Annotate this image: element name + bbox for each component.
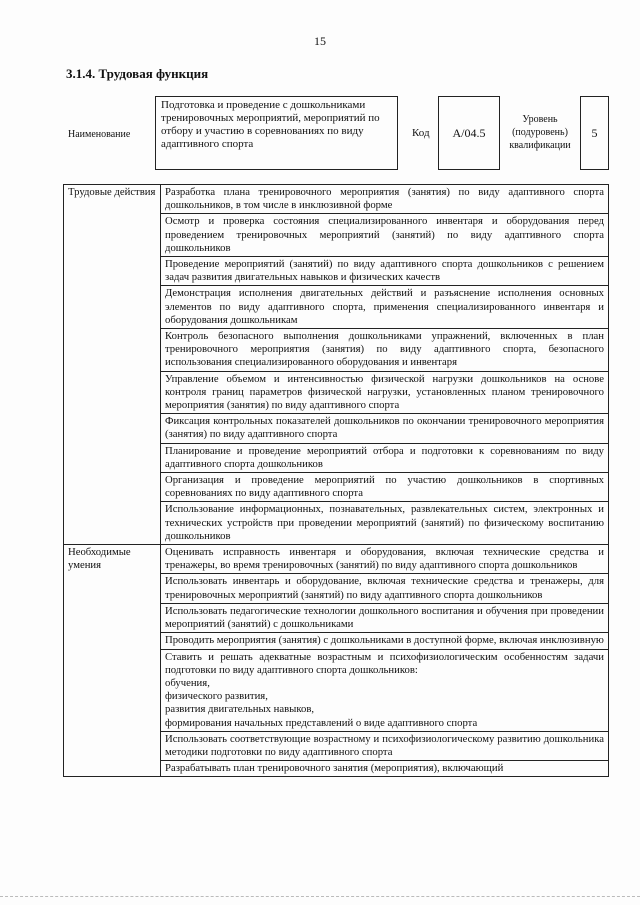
section-item: Разработка плана тренировочного мероприятия (занятия) по виду адаптивного спорта дошкольников, в том числе в инклюзивной форме	[161, 185, 609, 214]
code-label: Код	[412, 127, 430, 139]
section-item	[161, 649, 609, 731]
section-item: Проводить мероприятия (занятия) с дошкольниками в доступной форме, включая инклюзивную	[161, 633, 609, 649]
item-line: Ставить и решать адекватные возрастным и психофизиологическим особенностям задачи подготовки по виду адаптивного спорта дошкольников:	[165, 650, 604, 676]
item-line: развития двигательных навыков,	[165, 703, 315, 716]
level-value-box: 5	[580, 96, 609, 170]
section-item: Использовать педагогические технологии дошкольного воспитания и обучения при проведении мероприятий (занятий) с дошкольниками	[161, 603, 609, 632]
section-item: Контроль безопасного выполнения дошкольниками упражнений, включенных в план тренировочного мероприятия (занятия) по виду адаптивного спорта, безопасного использования специализированного оборудования и инвентаря	[161, 329, 609, 372]
function-table	[63, 184, 609, 777]
name-label: Наименование	[68, 129, 131, 140]
section-item: Организация и проведение мероприятий по участию дошкольников в спортивных соревнованиях по виду адаптивного спорта	[161, 473, 609, 502]
section-title: 3.1.4. Трудовая функция	[66, 66, 209, 81]
section-item: Осмотр и проверка состояния специализированного инвентаря и оборудования перед проведением тренировочных мероприятий (занятий) по виду адаптивного спорта дошкольников	[161, 214, 609, 257]
function-table-body	[64, 185, 609, 777]
item-line: физического развития,	[165, 690, 268, 703]
item-line: формирования начальных представлений о виде адаптивного спорта	[165, 716, 478, 729]
section-item: Фиксация контрольных показателей дошкольников по окончании тренировочного мероприятия (занятия) по виду адаптивного спорта	[161, 414, 609, 443]
section-item: Оценивать исправность инвентаря и оборудования, включая технические средства и тренажеры, во время тренировочных (занятий) по виду адаптивного спорта дошкольников	[161, 545, 609, 574]
scan-edge	[0, 896, 640, 899]
item-line: обучения,	[165, 676, 210, 689]
section-label: Трудовые действия	[64, 185, 161, 545]
section-item: Демонстрация исполнения двигательных действий и разъяснение исполнения основных элементов по виду адаптивного спорта, применения специализированного инвентаря и оборудования дошкольникам	[161, 286, 609, 329]
section-item: Управление объемом и интенсивностью физической нагрузки дошкольников на основе контроля границ параметров физической нагрузки, установленных планом тренировочного мероприятия (занятия) по виду адаптивного спорта	[161, 371, 609, 414]
section-item: Использовать инвентарь и оборудование, включая технические средства и тренажеры, для тренировочных мероприятий (занятий) по виду адаптивного спорта дошкольников	[161, 574, 609, 603]
section-item: Использовать соответствующие возрастному и психофизиологическому развитию дошкольника методики подготовки по виду адаптивного спорта	[161, 731, 609, 760]
table-row	[64, 185, 609, 214]
section-item: Использование информационных, познавательных, развлекательных систем, электронных и технических устройств при проведении мероприятий (занятий) по физическому воспитанию дошкольников	[161, 502, 609, 545]
code-value-box: A/04.5	[438, 96, 500, 170]
section-item: Разрабатывать план тренировочного занятия (мероприятия), включающий	[161, 761, 609, 777]
section-item: Проведение мероприятий (занятий) по виду адаптивного спорта дошкольников с решением задач развития двигательных навыков и физических качеств	[161, 257, 609, 286]
table-row	[64, 545, 609, 574]
section-item: Планирование и проведение мероприятий отбора и подготовки к соревнованиям по виду адаптивного спорта дошкольников	[161, 443, 609, 472]
page-number: 15	[314, 34, 326, 48]
name-value-box: Подготовка и проведение с дошкольниками тренировочных мероприятий, мероприятий по отбору и участию в соревнованиях по виду адаптивного спорта	[155, 96, 398, 170]
section-label: Необходимые умения	[64, 545, 161, 777]
level-label: Уровень (подуровень) квалификации	[509, 114, 571, 151]
